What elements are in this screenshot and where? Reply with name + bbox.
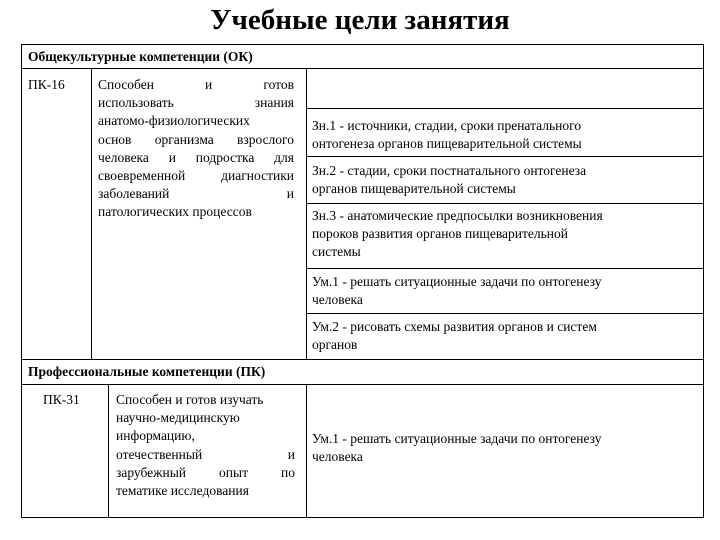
divider <box>306 68 307 359</box>
goal-line: пороков развития органов пищеварительной <box>312 226 568 242</box>
goal-line: Ум.1 - решать ситуационные задачи по онтогенезу <box>312 431 602 446</box>
divider <box>306 313 703 314</box>
goal-line: Ум.1 - решать ситуационные задачи по онтогенезу <box>312 274 602 289</box>
goal-line: Зн.2 - стадии, сроки постнатального онтогенеза <box>312 163 587 178</box>
divider <box>306 156 703 157</box>
goal-line: человека <box>312 292 363 308</box>
description-line: Способен и готов изучать <box>116 392 264 407</box>
goal-line: Зн.1 - источники, стадии, сроки пренатального <box>312 118 582 133</box>
goal-line: онтогенеза органов пищеварительной системы <box>312 136 582 152</box>
goal-item <box>312 430 720 466</box>
divider <box>306 203 703 204</box>
goal-item <box>312 207 720 262</box>
description-line: Способен и готов <box>98 77 294 92</box>
description-line: зарубежный опыт по <box>116 464 295 480</box>
goal-item <box>312 162 720 198</box>
divider <box>108 384 109 517</box>
divider <box>306 108 703 109</box>
description-line: патологических процессов <box>98 204 252 220</box>
goal-line: Ум.2 - рисовать схемы развития органов и систем <box>312 319 597 334</box>
competency-description <box>98 76 294 222</box>
page-title: Учебные цели занятия <box>210 4 510 36</box>
description-line: использовать знания <box>98 95 294 111</box>
goal-line: системы <box>312 244 361 260</box>
description-line: основ организма взрослого <box>98 131 294 147</box>
description-line: заболеваний и <box>98 186 294 202</box>
divider <box>22 384 703 385</box>
description-line: отечественный и <box>116 446 295 462</box>
competency-description <box>116 391 295 500</box>
section-header: Профессиональные компетенции (ПК) <box>28 364 266 379</box>
divider <box>306 384 307 517</box>
goal-item <box>312 273 720 309</box>
description-line: научно-медицинскую <box>116 410 240 426</box>
competency-table <box>21 44 704 518</box>
divider <box>22 68 703 69</box>
description-line: анатомо-физиологических <box>98 113 250 129</box>
description-line: человека и подростка для <box>98 149 294 165</box>
description-line: своевременной диагностики <box>98 168 294 184</box>
divider <box>306 268 703 269</box>
description-line: тематике исследования <box>116 483 249 499</box>
divider <box>91 68 92 359</box>
competency-code: ПК-16 <box>28 77 65 92</box>
goal-line: органов пищеварительной системы <box>312 181 516 197</box>
section-header: Общекультурные компетенции (ОК) <box>28 49 253 64</box>
competency-code: ПК-31 <box>43 392 80 407</box>
goal-item <box>312 117 720 153</box>
goal-line: человека <box>312 449 363 465</box>
goal-item <box>312 318 720 354</box>
goal-line: органов <box>312 337 358 353</box>
divider <box>22 359 703 360</box>
goal-line: Зн.3 - анатомические предпосылки возникновения <box>312 208 603 223</box>
description-line: информацию, <box>116 428 195 444</box>
